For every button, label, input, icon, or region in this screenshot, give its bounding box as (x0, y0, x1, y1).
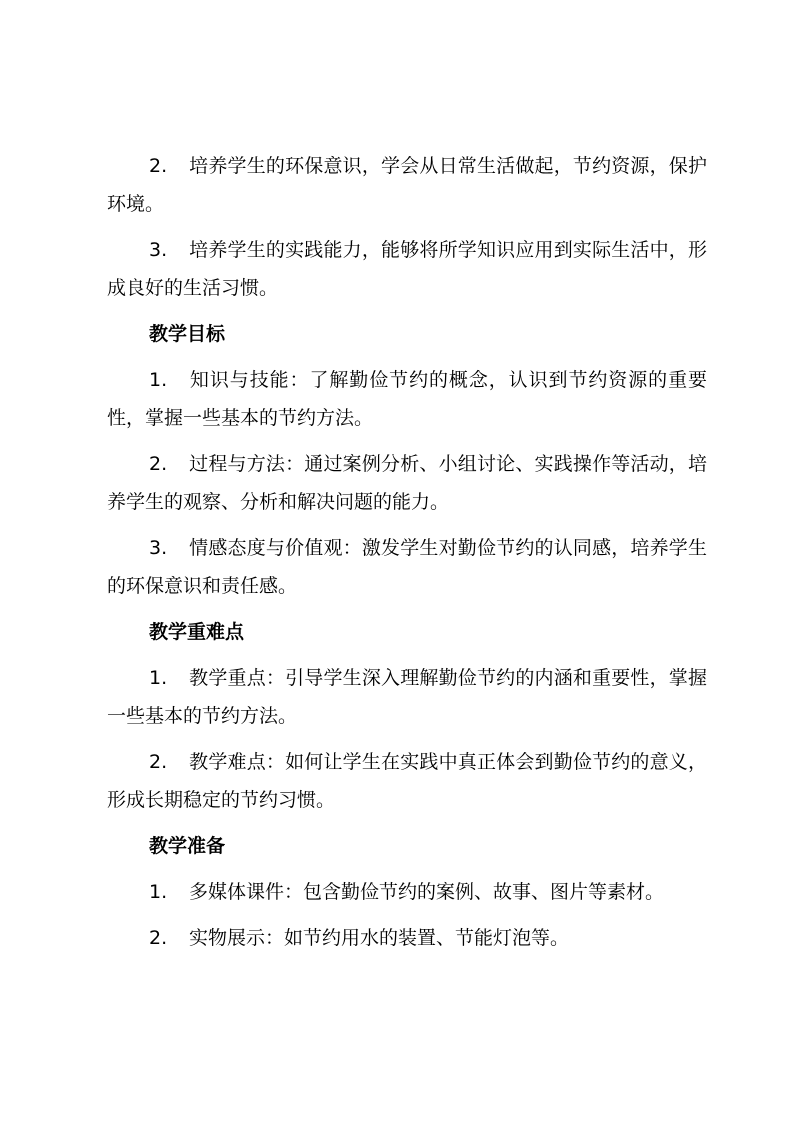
item-text: 情感态度与价值观：激发学生对勤俭节约的认同感，培养学生的环保意识和责任感。 (107, 537, 707, 597)
item-number: 2. (149, 155, 168, 177)
list-item (107, 529, 707, 605)
item-text: 培养学生的环保意识，学会从日常生活做起，节约资源，保护环境。 (107, 155, 707, 215)
list-item (107, 361, 707, 437)
list-item (107, 873, 707, 911)
item-text: 教学难点：如何让学生在实践中真正体会到勤俭节约的意义，形成长期稳定的节约习惯。 (107, 751, 707, 811)
list-item (107, 919, 707, 957)
section-heading: 教学重难点 (149, 621, 245, 643)
item-text: 培养学生的实践能力，能够将所学知识应用到实际生活中，形成良好的生活习惯。 (107, 239, 707, 299)
section-heading: 教学目标 (149, 323, 226, 345)
item-number: 1. (149, 369, 168, 391)
section-heading: 教学准备 (149, 835, 226, 857)
item-number: 1. (149, 667, 168, 689)
item-text: 教学重点：引导学生深入理解勤俭节约的内涵和重要性，掌握一些基本的节约方法。 (107, 667, 707, 727)
item-number: 3. (149, 239, 168, 261)
item-number: 2. (149, 751, 168, 773)
item-text: 多媒体课件：包含勤俭节约的案例、故事、图片等素材。 (189, 881, 665, 903)
item-number: 1. (149, 881, 168, 903)
list-item (107, 445, 707, 521)
item-text: 实物展示：如节约用水的装置、节能灯泡等。 (189, 927, 570, 949)
list-item (107, 147, 707, 223)
list-item (107, 659, 707, 735)
document-page (107, 147, 707, 965)
item-number: 3. (149, 537, 168, 559)
item-number: 2. (149, 453, 168, 475)
item-text: 过程与方法：通过案例分析、小组讨论、实践操作等活动，培养学生的观察、分析和解决问题的能力。 (107, 453, 707, 513)
item-text: 知识与技能：了解勤俭节约的概念，认识到节约资源的重要性，掌握一些基本的节约方法。 (107, 369, 707, 429)
item-number: 2. (149, 927, 168, 949)
list-item (107, 743, 707, 819)
list-item (107, 231, 707, 307)
